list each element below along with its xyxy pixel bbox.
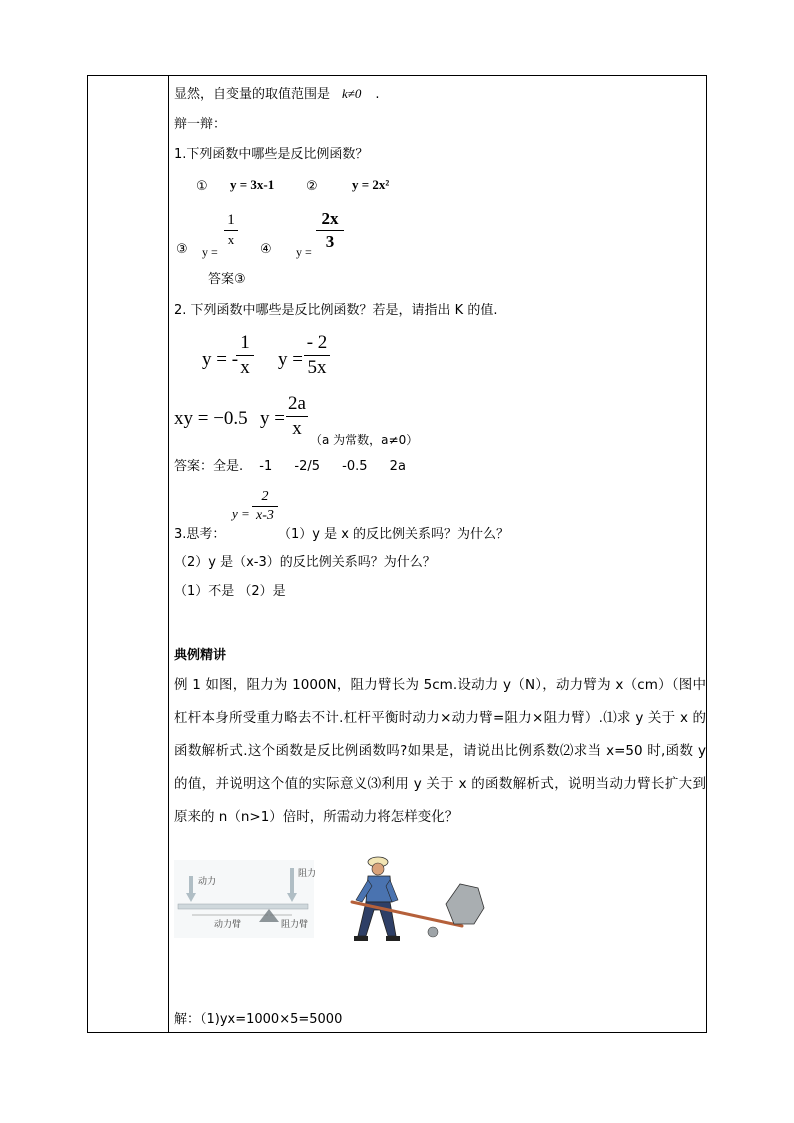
expr-2-numerator: - 2 [306, 332, 328, 353]
expr-2-denominator: 5x [307, 357, 327, 378]
fraction-bar [252, 506, 278, 507]
answer-2-value: -2/5 [294, 459, 321, 474]
worker-left-boot [354, 936, 368, 941]
expr-1-numerator: 1 [240, 332, 250, 353]
expr-2-fraction [304, 332, 330, 379]
choice-4-denominator: 3 [325, 232, 335, 251]
section-heading: 典例精讲 [174, 648, 227, 663]
fraction-bar [224, 230, 238, 231]
choice-3-denominator: x [227, 232, 235, 247]
choice-2-formula: y = 2x² [352, 177, 390, 192]
expr-1-denominator: x [240, 357, 250, 378]
expr-1-fraction [236, 332, 254, 379]
choice-4-marker: ④ [260, 242, 272, 257]
discuss-title: 辩一辩： [174, 117, 227, 132]
choice-3-y: y = [202, 245, 218, 259]
expr-4-denominator: x [292, 418, 302, 439]
choice-4-numerator: 2x [321, 209, 339, 228]
content-table [87, 75, 707, 1033]
expr-4-numerator: 2a [288, 393, 306, 414]
choice-4-y: y = [296, 245, 312, 259]
fraction-bar [286, 416, 308, 417]
expr-4-left: y = [260, 408, 285, 429]
answer-2-value: -0.5 [342, 459, 368, 474]
choice-4-fraction [316, 209, 344, 252]
column-divider [168, 76, 169, 1032]
worker-head [372, 863, 384, 875]
answer-2 [174, 459, 406, 475]
answer-1: 答案③ [208, 272, 246, 287]
expr-3: xy = −0.5 [174, 408, 248, 429]
think-label: 3.思考： [174, 527, 226, 542]
expr-4-note: （a 为常数，a≠0） [310, 433, 419, 447]
fraction-bar [236, 355, 254, 356]
boulder [446, 884, 484, 924]
fraction-bar [304, 355, 330, 356]
choice-3-marker: ③ [176, 242, 188, 257]
resist-label: 阻力 [298, 869, 317, 879]
choice-1-marker: ① [196, 179, 208, 194]
pivot-stone [428, 927, 438, 937]
question-1: 1.下列函数中哪些是反比例函数？ [174, 147, 369, 162]
choice-3-fraction [224, 212, 238, 248]
worker-right-boot [386, 936, 400, 941]
fraction-bar [316, 230, 344, 231]
answer-2-value: -1 [259, 459, 273, 474]
expr-4-fraction [286, 393, 308, 440]
expr-q3-denominator: x-3 [256, 508, 274, 523]
choice-2-marker: ② [306, 179, 318, 194]
force-arm-label: 动力臂 [214, 920, 242, 930]
choice-1-formula: y = 3x-1 [230, 177, 275, 192]
content-cell [174, 76, 706, 1032]
lever-diagram [174, 860, 317, 938]
domain-line: 显然，自变量的取值范围是 k≠0 . [174, 86, 380, 102]
expr-q3-left: y = [232, 506, 250, 521]
force-arrow [189, 876, 193, 894]
think-answer: （1）不是 （2）是 [174, 584, 286, 599]
worker-illustration [350, 854, 490, 944]
solution-line: 解：（1)yx=1000×5=5000 [174, 1012, 343, 1027]
choice-3-numerator: 1 [227, 212, 235, 228]
expr-2-left: y = [278, 349, 303, 370]
answer-2-value: 2a [389, 459, 406, 474]
expr-q3-numerator: 2 [261, 489, 269, 504]
example-text: 例 1 如图，阻力为 1000N，阻力臂长为 5cm.设动力 y（N），动力臂为 x（cm）（图中杠杆本身所受重力略去不计.杠杆平衡时动力×动力臂=阻力×阻力臂）.⑴求 y 关于 x 的函数解析式.这个函数是反比例函数吗?如果是，请说出比例系数⑵求当 x=50 时,函数 y 的值，并说明这个值的实际意义⑶利用 y 关于 x 的函数解析式，说明当动力臂长扩大到原来的 n（n>1）倍时，所需动力将怎样变化？ [174, 677, 706, 825]
think-question-1: （1）y 是 x 的反比例关系吗？为什么？ [278, 527, 510, 542]
expr-1-left: y = - [202, 349, 239, 370]
lever-bar [178, 904, 308, 909]
force-label: 动力 [198, 877, 217, 887]
question-2: 2. 下列函数中哪些是反比例函数？若是，请指出 K 的值. [174, 303, 498, 318]
think-question-2: （2）y 是（x-3）的反比例关系吗？为什么？ [174, 555, 436, 570]
answer-2-label: 答案：全是. [174, 459, 244, 474]
expr-q3-fraction [252, 489, 278, 524]
resist-arm-label: 阻力臂 [281, 920, 309, 930]
resist-arrow [290, 868, 294, 894]
